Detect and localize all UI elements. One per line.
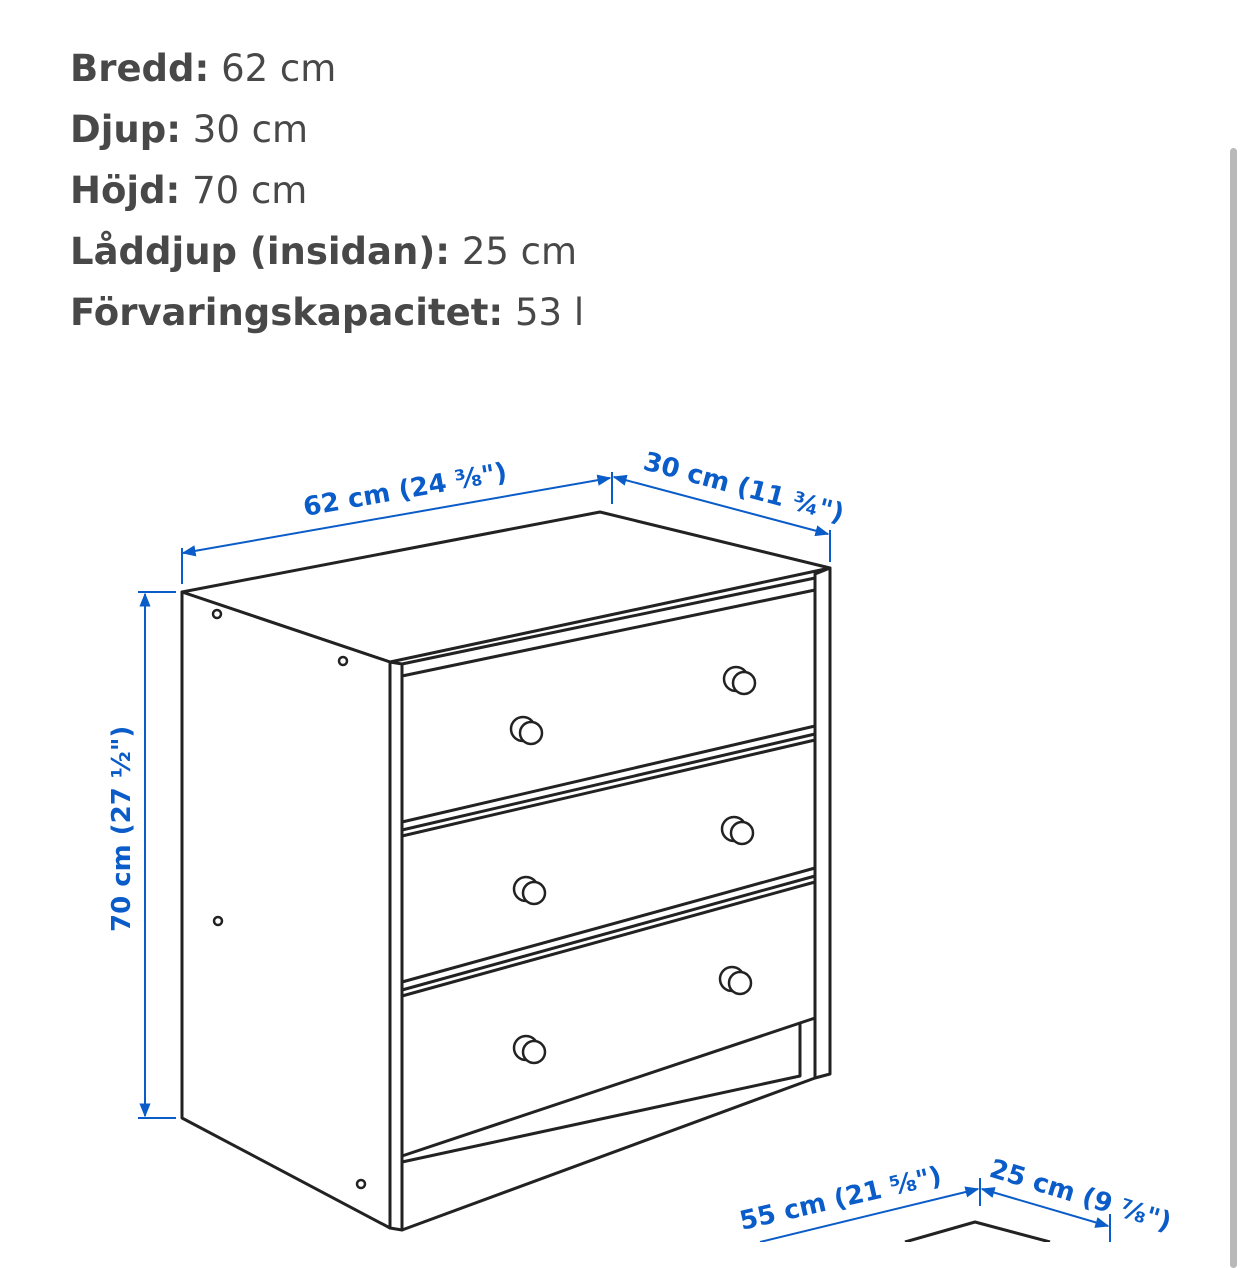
dresser-right-post [815,568,830,1078]
dresser-side-panel [182,592,390,1228]
spec-value: 30 cm [192,108,309,151]
spec-label: Bredd: [70,47,210,90]
spec-value: 53 l [514,291,585,334]
dresser-drawing [182,512,1050,1242]
screw-hole [214,917,222,925]
width-dimension-label: 62 cm (24 ⅜") [301,457,510,523]
spec-value: 62 cm [221,47,337,90]
spec-label: Djup: [70,108,182,151]
depth-dimension-label: 30 cm (11 ¾") [640,446,848,530]
spec-label: Förvaringskapacitet: [70,291,504,334]
height-dimension-label: 70 cm (27 ½") [107,725,137,932]
spec-label: Höjd: [70,169,181,212]
drawer-width-dimension-label: 55 cm (21 ⅝") [736,1161,945,1237]
scrollbar[interactable] [1230,148,1237,1268]
spec-label: Låddjup (insidan): [70,230,451,273]
spec-value: 70 cm [192,169,308,212]
screw-hole [357,1180,365,1188]
dresser-front-left-edge [390,662,402,1230]
drawer-depth-dimension-label: 25 cm (9 ⅞") [985,1154,1175,1238]
drawer-drawing-partial [905,1222,1050,1242]
spec-value: 25 cm [461,230,578,273]
screw-hole [213,610,221,618]
screw-hole [339,657,347,665]
